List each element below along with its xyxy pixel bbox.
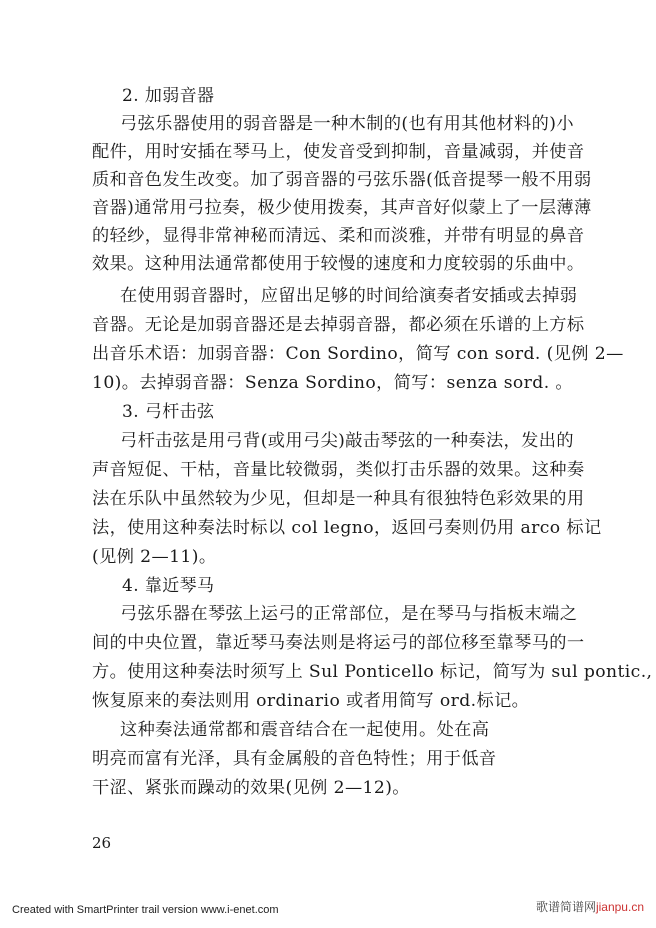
body-text-line: 效果。这种用法通常都使用于较慢的速度和力度较弱的乐曲中。 (92, 254, 585, 274)
body-text-line: 间的中央位置，靠近琴马奏法则是将运弓的部位移至靠琴马的一 (92, 633, 585, 653)
body-text-line: 10)。去掉弱音器：Senza Sordino，简写：senza sord. 。 (92, 373, 574, 393)
body-text-line: 的轻纱，显得非常神秘而清远、柔和而淡雅，并带有明显的鼻音 (92, 226, 585, 246)
body-text-line: 出音乐术语：加弱音器：Con Sordino，简写 con sord. (见例 2— (92, 344, 624, 364)
body-text-line: 法，使用这种奏法时标以 col legno，返回弓奏则仍用 arco 标记 (92, 518, 602, 538)
footer-site-url: jianpu.cn (595, 900, 644, 914)
footer-site-name: 歌谱简谱网 (535, 900, 596, 914)
body-text-line: 这种奏法通常都和震音结合在一起使用。处在高 (120, 720, 490, 740)
page-number: 26 (92, 834, 112, 852)
footer-watermark-text: Created with SmartPrinter trail version www.i-enet.com (12, 904, 279, 916)
section-heading: 2. 加弱音器 (122, 86, 215, 106)
body-text-line: 法在乐队中虽然较为少见，但却是一种具有很独特色彩效果的用 (92, 489, 585, 509)
body-text-line: 明亮而富有光泽，具有金属般的音色特性；用于低音 (92, 749, 497, 769)
body-text-line: 方。使用这种奏法时须写上 Sul Ponticello 标记，简写为 sul pontic., (92, 662, 653, 682)
body-text-line: 音器。无论是加弱音器还是去掉弱音器，都必须在乐谱的上方标 (92, 315, 585, 335)
body-text-line: 在使用弱音器时，应留出足够的时间给演奏者安插或去掉弱 (120, 286, 578, 306)
footer-site-logo (536, 898, 644, 915)
body-text-line: 弓杆击弦是用弓背(或用弓尖)敲击琴弦的一种奏法，发出的 (120, 431, 574, 451)
section-heading: 3. 弓杆击弦 (122, 402, 215, 422)
body-text-line: 弓弦乐器使用的弱音器是一种木制的(也有用其他材料的)小 (120, 114, 574, 134)
body-text-line: 质和音色发生改变。加了弱音器的弓弦乐器(低音提琴一般不用弱 (92, 170, 592, 190)
body-text-line: 干涩、紧张而躁动的效果(见例 2—12)。 (92, 778, 410, 798)
body-text-line: 声音短促、干枯，音量比较微弱，类似打击乐器的效果。这种奏 (92, 460, 585, 480)
body-text-line: 弓弦乐器在琴弦上运弓的正常部位，是在琴马与指板末端之 (120, 604, 578, 624)
section-heading: 4. 靠近琴马 (122, 576, 215, 596)
body-text-line: 音器)通常用弓拉奏，极少使用拨奏，其声音好似蒙上了一层薄薄 (92, 198, 592, 218)
body-text-line: (见例 2—11)。 (92, 547, 217, 567)
body-text-line: 恢复原来的奏法则用 ordinario 或者用简写 ord.标记。 (92, 691, 530, 711)
body-text-line: 配件，用时安插在琴马上，使发音受到抑制，音量减弱，并使音 (92, 142, 585, 162)
